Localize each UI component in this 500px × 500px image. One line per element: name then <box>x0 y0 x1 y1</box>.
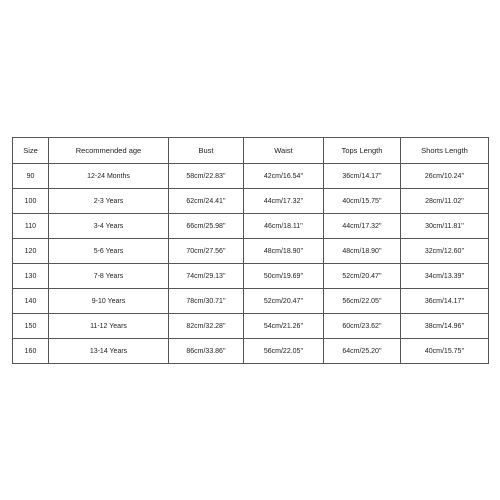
column-header-waist: Waist <box>244 138 324 164</box>
shorts-length-cell: 40cm/15.75'' <box>401 339 489 364</box>
waist-cell: 50cm/19.69'' <box>244 264 324 289</box>
tops-length-cell: 60cm/23.62'' <box>324 314 401 339</box>
shorts-length-cell: 32cm/12.60'' <box>401 239 489 264</box>
table-row <box>13 214 489 239</box>
table-row <box>13 264 489 289</box>
waist-cell: 52cm/20.47'' <box>244 289 324 314</box>
shorts-length-cell: 30cm/11.81'' <box>401 214 489 239</box>
tops-length-cell: 64cm/25.20'' <box>324 339 401 364</box>
table-row <box>13 289 489 314</box>
size-cell: 110 <box>13 214 49 239</box>
waist-cell: 46cm/18.11'' <box>244 214 324 239</box>
age-cell: 11-12 Years <box>49 314 169 339</box>
age-cell: 12-24 Months <box>49 164 169 189</box>
table-row <box>13 339 489 364</box>
table-body <box>13 164 489 364</box>
table-row <box>13 239 489 264</box>
age-cell: 9-10 Years <box>49 289 169 314</box>
waist-cell: 48cm/18.90'' <box>244 239 324 264</box>
waist-cell: 54cm/21.26'' <box>244 314 324 339</box>
shorts-length-cell: 28cm/11.02'' <box>401 189 489 214</box>
bust-cell: 62cm/24.41'' <box>169 189 244 214</box>
table-header <box>13 138 489 164</box>
column-header-shorts-length: Shorts Length <box>401 138 489 164</box>
column-header-tops-length: Tops Length <box>324 138 401 164</box>
age-cell: 3-4 Years <box>49 214 169 239</box>
age-cell: 2-3 Years <box>49 189 169 214</box>
tops-length-cell: 48cm/18.90'' <box>324 239 401 264</box>
shorts-length-cell: 26cm/10.24'' <box>401 164 489 189</box>
size-cell: 150 <box>13 314 49 339</box>
size-cell: 100 <box>13 189 49 214</box>
table-row <box>13 164 489 189</box>
size-cell: 120 <box>13 239 49 264</box>
bust-cell: 86cm/33.86'' <box>169 339 244 364</box>
column-header-bust: Bust <box>169 138 244 164</box>
bust-cell: 74cm/29.13'' <box>169 264 244 289</box>
age-cell: 13-14 Years <box>49 339 169 364</box>
waist-cell: 44cm/17.32'' <box>244 189 324 214</box>
bust-cell: 78cm/30.71'' <box>169 289 244 314</box>
tops-length-cell: 52cm/20.47'' <box>324 264 401 289</box>
column-header-recommended-age: Recommended age <box>49 138 169 164</box>
tops-length-cell: 44cm/17.32'' <box>324 214 401 239</box>
tops-length-cell: 56cm/22.05'' <box>324 289 401 314</box>
age-cell: 7-8 Years <box>49 264 169 289</box>
waist-cell: 56cm/22.05'' <box>244 339 324 364</box>
table-row <box>13 189 489 214</box>
tops-length-cell: 40cm/15.75'' <box>324 189 401 214</box>
size-cell: 90 <box>13 164 49 189</box>
age-cell: 5-6 Years <box>49 239 169 264</box>
size-cell: 160 <box>13 339 49 364</box>
size-cell: 140 <box>13 289 49 314</box>
table-row <box>13 314 489 339</box>
bust-cell: 82cm/32.28'' <box>169 314 244 339</box>
size-cell: 130 <box>13 264 49 289</box>
bust-cell: 66cm/25.98'' <box>169 214 244 239</box>
bust-cell: 58cm/22.83'' <box>169 164 244 189</box>
header-row <box>13 138 489 164</box>
column-header-size: Size <box>13 138 49 164</box>
shorts-length-cell: 38cm/14.96'' <box>401 314 489 339</box>
tops-length-cell: 36cm/14.17'' <box>324 164 401 189</box>
bust-cell: 70cm/27.56'' <box>169 239 244 264</box>
shorts-length-cell: 36cm/14.17'' <box>401 289 489 314</box>
shorts-length-cell: 34cm/13.39'' <box>401 264 489 289</box>
size-chart-table <box>12 137 489 364</box>
waist-cell: 42cm/16.54'' <box>244 164 324 189</box>
